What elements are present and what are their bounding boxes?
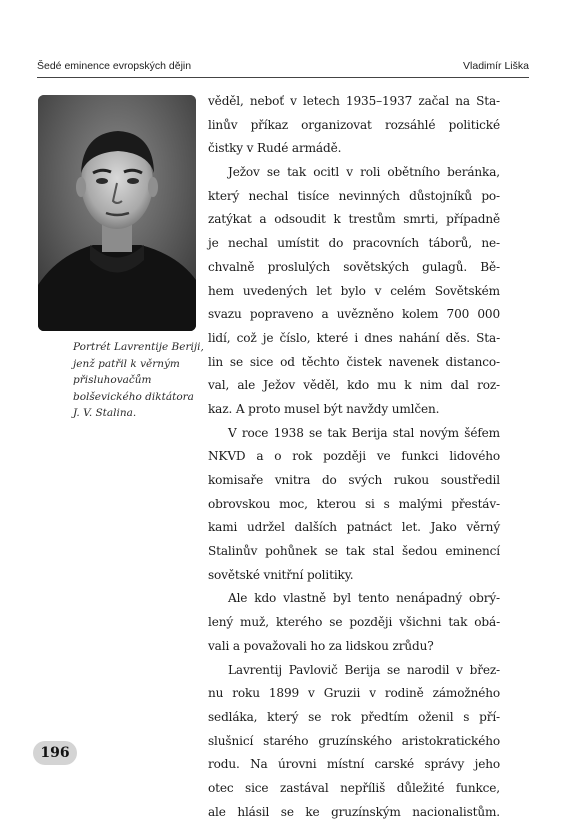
portrait-icon [38,95,196,331]
text-line: lený muž, kterého se později všichni tak obá- [208,615,500,630]
text-line: NKVD a o rok později ve funkci lidového [208,449,500,464]
caption-line: přisluhovačům [73,374,152,387]
text-line: Ježov se tak ocitl v roli obětního beránka, [228,165,500,180]
page-number: 196 [33,741,77,765]
text-line: věděl, neboť v letech 1935–1937 začal na Sta- [208,94,500,108]
text-line: je nechal umístit do pracovních táborů, ne- [208,236,500,251]
caption-line: jenž patřil k věrným [73,357,180,370]
text-line: obrovskou moc, kterou si s malými přestáv- [208,496,500,511]
text-line: sovětské vnitřní politiky. [208,567,354,582]
text-line: čistky v Rudé armádě. [208,141,342,156]
book-title: Šedé eminence evropských dějin [37,60,192,72]
text-line: kami udržel dalších patnáct let. Jako věrný [208,520,500,535]
text-line: val, ale Ježov věděl, kdo mu k nim dal roz- [208,378,500,393]
text-line: lidí, což je číslo, které i dnes nahání děs. Sta- [208,330,500,345]
text-line: svazu popraveno a uvězněno kolem 700 000 [208,307,500,322]
text-line: chvalně proslulých sovětských gulagů. Bě- [208,259,500,274]
text-line: V roce 1938 se tak Berija stal novým šéfem [228,425,500,440]
text-line: Lavrentij Pavlovič Berija se narodil v břez- [228,662,500,677]
text-line: vali a považovali ho za lidskou zrůdu? [208,638,434,653]
text-line: sedláka, který se rok předtím oženil s pří- [208,709,500,724]
caption-line: bolševického diktátora [73,390,194,403]
header-rule [37,77,529,78]
text-line: kaz. A proto musel být navždy umlčen. [208,401,440,416]
caption-line: Portrét Lavrentije Beriji, [73,341,204,353]
text-line: slušnicí starého gruzínského aristokratického [208,733,500,748]
text-line: rodu. Na úrovni místní carské správy jeho [208,757,500,772]
body-text [208,90,500,824]
text-line: zatýkat a odsoudit k trestům smrti, případně [208,212,500,227]
running-header [37,60,529,76]
text-line: hem uvedených let bylo v celém Sovětském [208,283,500,298]
text-line: který nechal tisíce nevinných důstojníků po- [208,188,500,203]
author-name: Vladimír Liška [463,60,529,72]
text-line: lin se sice od těchto čistek navenek distanco- [208,354,500,369]
text-line: Ale kdo vlastně byl tento nenápadný obrý- [228,591,500,606]
text-line: Stalinův pohůnek se tak stal šedou eminencí [208,544,500,559]
text-line: komisaře vnitra do svých rukou soustředil [208,473,500,487]
photo-caption [73,339,204,422]
caption-line: J. V. Stalina. [73,407,137,420]
text-line: otec sice zastával nepříliš důležité funkce, [208,780,500,795]
portrait-photo [38,95,196,331]
text-line: linův příkaz organizovat rozsáhlé politické [208,117,500,132]
text-line: ale hlásil se ke gruzínským nacionalistům. [208,804,500,819]
text-line: nu roku 1899 v Gruzii v rodině zámožného [208,686,500,701]
